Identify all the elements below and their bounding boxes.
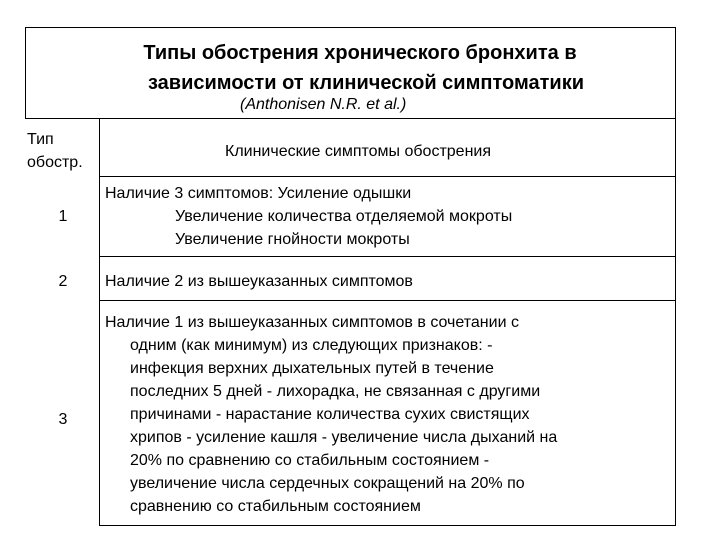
row-1-type: 1 [58, 208, 68, 225]
header-type-line-1: Тип [27, 131, 54, 148]
row-separator-1 [99, 176, 676, 177]
column-divider [99, 118, 100, 526]
header-type-column [27, 128, 83, 174]
header-symptoms-column: Клинические симптомы обострения [225, 143, 491, 160]
row-3-line-5: причинами - нарастание количества сухих свистящих [130, 406, 530, 423]
title-authors: (Anthonisen N.R. et al.) [240, 96, 407, 113]
row-separator-3 [99, 300, 676, 301]
row-separator-2 [99, 256, 676, 257]
row-3-line-9: сравнению со стабильным состоянием [130, 498, 421, 515]
row-3-line-3: инфекция верхних дыхательных путей в течение [130, 360, 494, 377]
row-3-line-1: Наличие 1 из вышеуказанных симптомов в сочетании с [105, 314, 519, 331]
row-1-line-2: Увеличение количества отделяемой мокроты [175, 208, 513, 225]
row-1-line-1: Наличие 3 симптомов: Усиление одышки [105, 185, 412, 202]
row-2-type: 2 [58, 273, 68, 290]
row-3-line-7: 20% по сравнению со стабильным состоянием - [130, 452, 490, 469]
frame-bottom-border [99, 525, 676, 526]
frame-top-border [25, 27, 675, 28]
row-1-symptoms [105, 182, 512, 251]
title-line-2: зависимости от клинической симптоматики [148, 72, 584, 94]
header-type-line-2: обостр. [27, 154, 83, 171]
row-3-line-8: увеличение числа сердечных сокращений на 20% по [130, 475, 525, 492]
row-3-line-6: хрипов - усиление кашля - увеличение числа дыханий на [130, 429, 558, 446]
title-line-1: Типы обострения хронического бронхита в [143, 42, 577, 64]
frame-left-border-top [25, 27, 26, 119]
row-3-symptoms [105, 311, 680, 518]
row-2-symptoms: Наличие 2 из вышеуказанных симптомов [105, 273, 413, 290]
row-3-type: 3 [58, 411, 68, 428]
page-title [60, 38, 660, 98]
row-3-line-4: последних 5 дней - лихорадка, не связанная с другими [130, 383, 541, 400]
row-3-line-2: одним (как минимум) из следующих признаков: - [130, 337, 493, 354]
row-1-line-3: Увеличение гнойности мокроты [175, 231, 410, 248]
header-separator [25, 118, 676, 119]
